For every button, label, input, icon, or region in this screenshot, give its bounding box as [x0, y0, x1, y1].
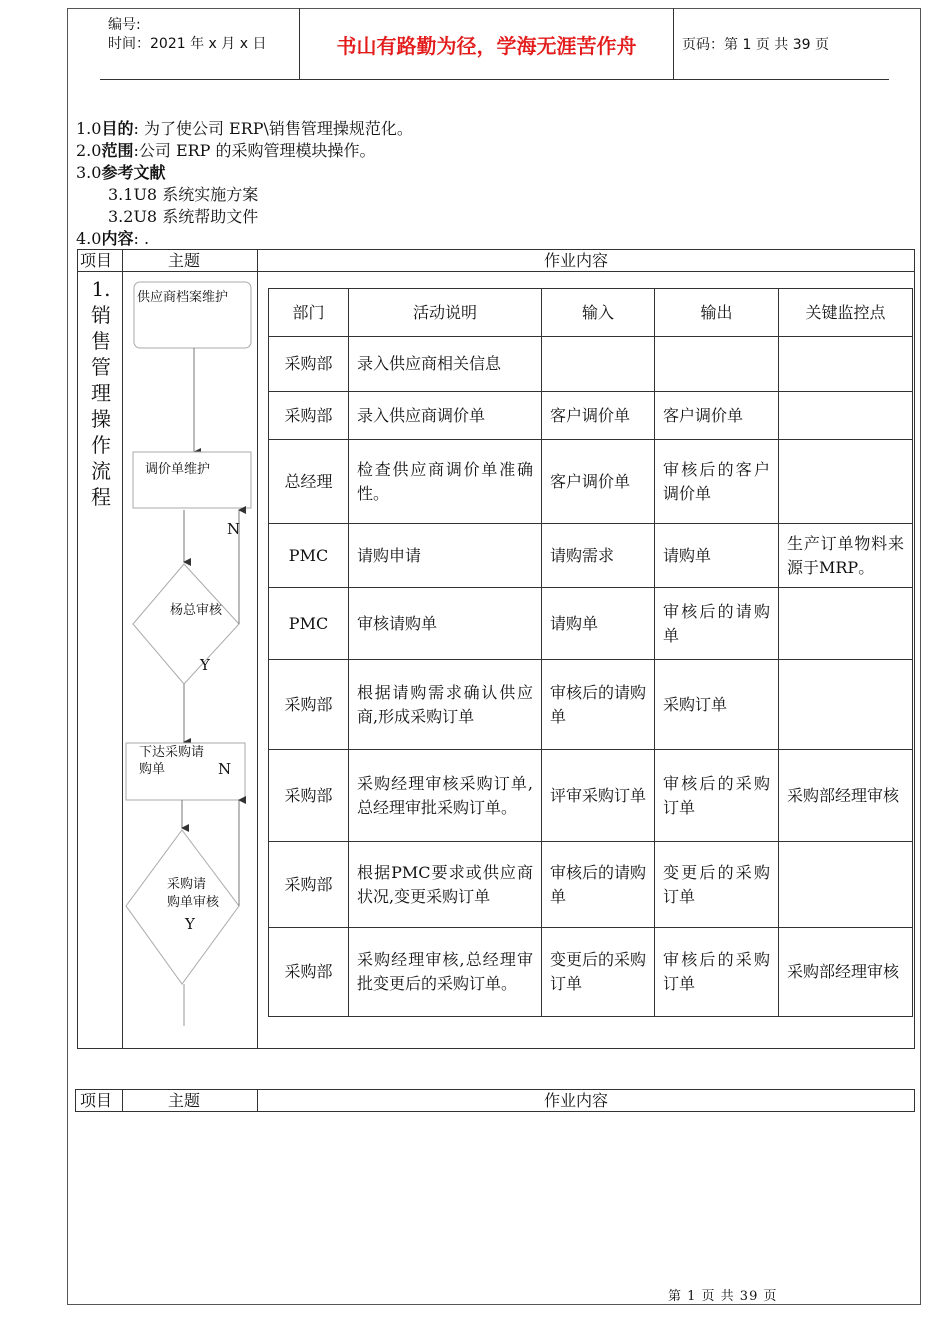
table-row: 采购部 采购经理审核采购订单,总经理审批采购订单。 评审采购订单 审核后的采购订单 采购部经理审核: [269, 750, 913, 842]
refs-label: 参考文献: [101, 163, 166, 182]
item-title-text: 1. 销 售 管 理 操 作 流 程: [91, 277, 111, 509]
ref-item-2: 3.2U8 系统帮助文件: [108, 207, 259, 226]
item-vertical-title: [86, 276, 116, 510]
refs-line: 3.0参考文献: [76, 163, 166, 182]
header-page-info: 页码：第 1 页 共 39 页: [682, 37, 829, 53]
flow-decision-1: [133, 564, 239, 684]
col2-divider-1: [122, 1089, 123, 1112]
table-row: 采购部 根据请购需求确认供应商,形成采购订单 审核后的请购单 采购订单: [269, 660, 913, 750]
table-row: PMC 请购申请 请购需求 请购单 生产订单物料来源于MRP。: [269, 524, 913, 588]
flow-label-requisition-2: 购单: [139, 762, 166, 777]
content-label: 内容: [101, 229, 134, 248]
col-header-item: 项目: [80, 251, 113, 270]
number-label: 编号:: [108, 17, 141, 33]
flow-label-decision2-2: 购单审核: [167, 895, 220, 910]
col-header-topic: 主题: [168, 251, 201, 270]
header-dept: 部门: [269, 289, 349, 337]
scope-label: 范围: [101, 141, 134, 160]
flow-label-price: 调价单维护: [145, 462, 211, 477]
col2-divider-2: [257, 1089, 258, 1112]
header-slogan: 书山有路勤为径，学海无涯苦作舟: [300, 8, 674, 80]
activity-table: [268, 288, 913, 1017]
activity-header-row: [269, 289, 913, 337]
col2-header-topic: 主题: [168, 1091, 201, 1110]
content-line: 4.0内容: .: [76, 229, 150, 248]
header-activity: 活动说明: [349, 289, 542, 337]
col2-header-item: 项目: [80, 1091, 113, 1110]
header-meta: [100, 8, 300, 80]
ref-item-1: 3.1U8 系统实施方案: [108, 185, 259, 204]
purpose-line: 1.0目的: 为了使公司 ERP\销售管理操规范化。: [76, 119, 413, 138]
process-table-2-header: [75, 1089, 915, 1112]
table-row: 采购部 采购经理审核,总经理审批变更后的采购订单。 变更后的采购订单 审核后的采购订单 采购部经理审核: [269, 928, 913, 1017]
flow-label-n1: N: [227, 520, 241, 538]
table-row: 采购部 录入供应商调价单 客户调价单 客户调价单: [269, 392, 913, 440]
table-row: PMC 审核请购单 请购单 审核后的请购单: [269, 588, 913, 660]
flow-label-decision2-1: 采购请: [167, 877, 207, 892]
header-control: 关键监控点: [779, 289, 913, 337]
table-row: 采购部 根据PMC要求或供应商状况,变更采购订单 审核后的请购单 变更后的采购订单: [269, 842, 913, 928]
header-input: 输入: [542, 289, 655, 337]
flow-label-n2: N: [218, 760, 232, 778]
purpose-label: 目的: [101, 119, 134, 138]
table-row: 采购部 录入供应商相关信息: [269, 337, 913, 392]
scope-line: 2.0范围:公司 ERP 的采购管理模块操作。: [76, 141, 376, 160]
flow-label-y2: Y: [185, 915, 195, 933]
flow-label-requisition-1: 下达采购请: [139, 745, 205, 760]
page-footer: 第 1 页 共 39 页: [668, 1289, 778, 1304]
col2-header-work: 作业内容: [544, 1091, 609, 1110]
header-output: 输出: [655, 289, 779, 337]
flow-label-y1: Y: [200, 656, 210, 674]
table-row: 总经理 检查供应商调价单准确性。 客户调价单 审核后的客户调价单: [269, 440, 913, 524]
document-header: [100, 8, 889, 80]
col-header-work: 作业内容: [544, 251, 609, 270]
flow-label-supplier: 供应商档案维护: [137, 290, 229, 305]
flow-label-decision1: 杨总审核: [170, 603, 223, 618]
time-label: 时间：2021 年 x 月 x 日: [108, 36, 267, 52]
